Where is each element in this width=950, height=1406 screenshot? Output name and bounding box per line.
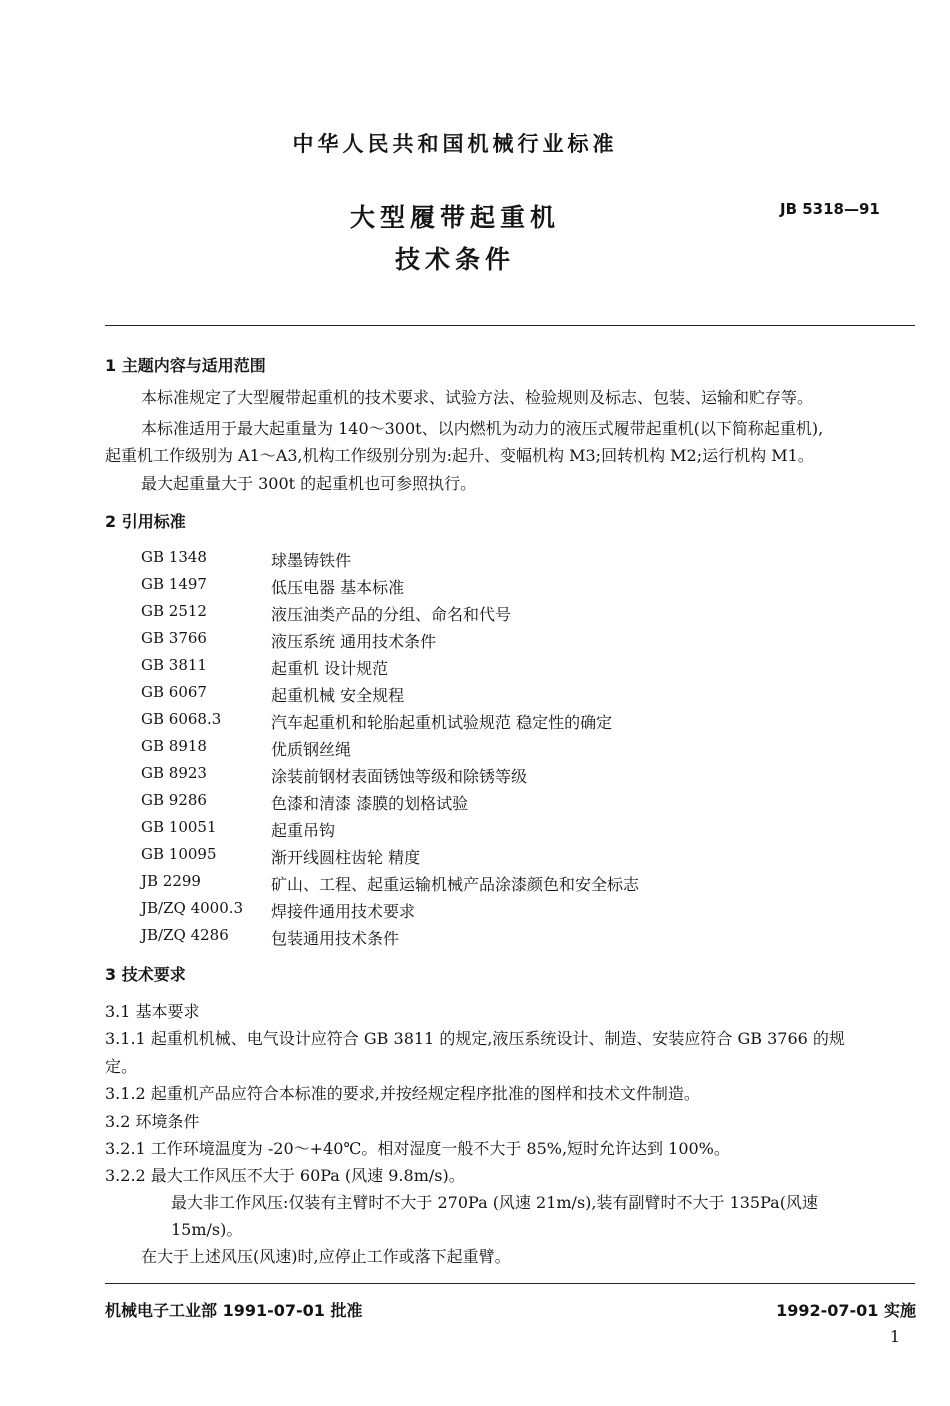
reference-title: 起重机 设计规范 — [271, 659, 389, 678]
reference-code: GB 9286 — [141, 791, 207, 809]
reference-code: GB 8923 — [141, 764, 207, 782]
reference-code: GB 10051 — [141, 818, 217, 836]
clause-3-1-1-line1: 3.1.1 起重机机械、电气设计应符合 GB 3811 的规定,液压系统设计、制造、安装应符合 GB 3766 的规 — [105, 1029, 845, 1048]
reference-code: GB 2512 — [141, 602, 207, 620]
reference-code: GB 6067 — [141, 683, 207, 701]
clause-3-1-2: 3.1.2 起重机产品应符合本标准的要求,并按经规定程序批准的图样和技术文件制造。 — [105, 1084, 700, 1103]
reference-code: GB 1348 — [141, 548, 207, 566]
footer-divider — [105, 1283, 915, 1284]
clause-3-2-2-stop-work: 在大于上述风压(风速)时,应停止工作或落下起重臂。 — [141, 1247, 511, 1266]
clause-3-2-1: 3.2.1 工作环境温度为 -20～+40℃。相对湿度一般不大于 85%,短时允许达到 100%。 — [105, 1139, 730, 1158]
reference-code: GB 10095 — [141, 845, 217, 863]
section-1-paragraph-1: 本标准规定了大型履带起重机的技术要求、试验方法、检验规则及标志、包装、运输和贮存等。 — [141, 388, 814, 407]
reference-code: JB/ZQ 4000.3 — [141, 899, 244, 917]
section-1-heading: 1 主题内容与适用范围 — [105, 356, 266, 375]
document-title-line1: 大型履带起重机 — [349, 203, 560, 232]
section-3-heading: 3 技术要求 — [105, 965, 186, 984]
reference-title: 汽车起重机和轮胎起重机试验规范 稳定性的确定 — [271, 713, 613, 732]
section-1-paragraph-3: 最大起重量大于 300t 的起重机也可参照执行。 — [141, 474, 477, 493]
reference-code: GB 3766 — [141, 629, 207, 647]
clause-3-2-2-non-working-line1: 最大非工作风压:仅装有主臂时不大于 270Pa (风速 21m/s),装有副臂时不大于 135Pa(风速 — [171, 1193, 818, 1212]
clause-3-2-2-non-working-line2: 15m/s)。 — [171, 1220, 243, 1239]
reference-title: 液压油类产品的分组、命名和代号 — [271, 605, 512, 624]
section-1-paragraph-2-line1: 本标准适用于最大起重量为 140～300t、以内燃机为动力的液压式履带起重机(以下简称起重机), — [141, 419, 824, 438]
subsection-3-1-heading: 3.1 基本要求 — [105, 1002, 200, 1021]
reference-code: GB 6068.3 — [141, 710, 222, 728]
page-number: 1 — [889, 1327, 900, 1346]
section-1-paragraph-2-line2: 起重机工作级别为 A1～A3,机构工作级别分别为:起升、变幅机构 M3;回转机构 M2;运行机构 M1。 — [105, 446, 814, 465]
approval-line: 机械电子工业部 1991-07-01 批准 — [105, 1301, 363, 1320]
reference-title: 色漆和清漆 漆膜的划格试验 — [271, 794, 469, 813]
reference-title: 涂装前钢材表面锈蚀等级和除锈等级 — [271, 767, 528, 786]
reference-code: JB 2299 — [141, 872, 201, 890]
reference-title: 渐开线圆柱齿轮 精度 — [271, 848, 421, 867]
standard-code: JB 5318—91 — [780, 200, 880, 218]
reference-title: 起重吊钩 — [271, 821, 336, 840]
section-2-heading: 2 引用标准 — [105, 512, 186, 531]
reference-title: 液压系统 通用技术条件 — [271, 632, 437, 651]
reference-title: 包装通用技术条件 — [271, 929, 400, 948]
clause-3-1-1-line2: 定。 — [105, 1057, 138, 1076]
header-divider — [105, 325, 915, 326]
reference-code: GB 1497 — [141, 575, 207, 593]
reference-code: GB 8918 — [141, 737, 207, 755]
reference-title: 优质钢丝绳 — [271, 740, 352, 759]
reference-title: 矿山、工程、起重运输机械产品涂漆颜色和安全标志 — [271, 875, 640, 894]
reference-title: 球墨铸铁件 — [271, 551, 352, 570]
document-title-line2: 技术条件 — [394, 245, 515, 274]
subsection-3-2-heading: 3.2 环境条件 — [105, 1112, 200, 1131]
reference-title: 起重机械 安全规程 — [271, 686, 405, 705]
reference-code: GB 3811 — [141, 656, 207, 674]
reference-title: 焊接件通用技术要求 — [271, 902, 416, 921]
issuing-organization: 中华人民共和国机械行业标准 — [292, 132, 618, 156]
reference-code: JB/ZQ 4286 — [141, 926, 229, 944]
clause-3-2-2: 3.2.2 最大工作风压不大于 60Pa (风速 9.8m/s)。 — [105, 1166, 465, 1185]
reference-title: 低压电器 基本标准 — [271, 578, 405, 597]
implementation-line: 1992-07-01 实施 — [776, 1301, 916, 1320]
